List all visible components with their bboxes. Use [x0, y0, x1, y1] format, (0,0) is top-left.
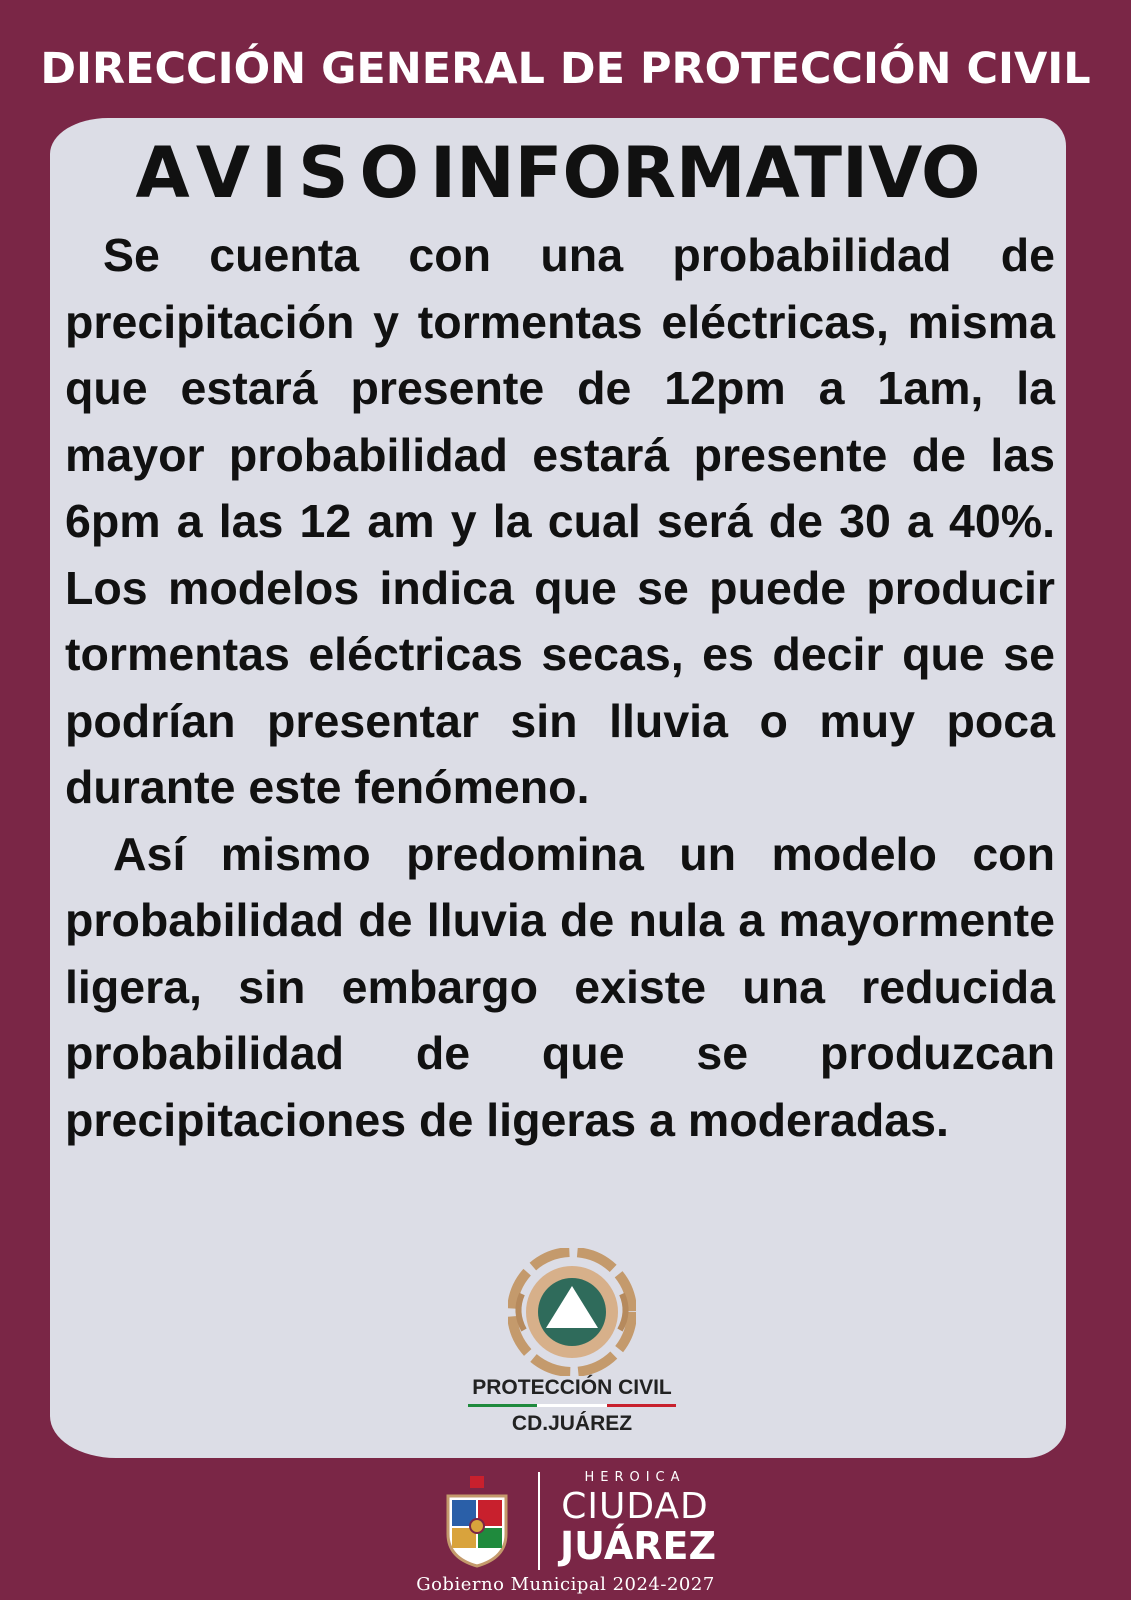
footer: [0, 1466, 1131, 1600]
notice-paragraph-2: Así mismo predomina un modelo con probabilidad de lluvia de nula a mayormente ligera, sin embargo existe una reducida probabilidad de que se produzcan precipitaciones de ligeras a moderadas.: [65, 827, 1055, 1146]
notice-paragraph-1: Se cuenta con una probabilidad de precipitación y tormentas eléctricas, misma que estará presente de 12pm a 1am, la mayor probabilidad estará presente de las 6pm a las 12 am y la cual será de 30 a 40%. Los modelos indica que se puede producir tormentas eléctricas secas, es decir que se podrían presentar sin lluvia o muy poca durante este fenómeno.: [65, 229, 1055, 813]
juarez-label: JUÁREZ: [560, 1524, 717, 1568]
notice-title: [50, 132, 1066, 214]
gobierno-label: Gobierno Municipal 2024-2027: [416, 1574, 715, 1595]
notice-title-word-2: INFORMATIVO: [430, 132, 981, 214]
ciudad-label: CIUDAD: [561, 1486, 709, 1527]
proteccion-civil-logo: [460, 1248, 684, 1444]
notice-title-word-1: AVISO: [135, 132, 431, 214]
heroica-label: HEROICA: [584, 1470, 686, 1485]
civil-protection-triangle-icon: [508, 1248, 636, 1376]
coat-of-arms-icon: [440, 1474, 514, 1570]
notice-body: [65, 222, 1055, 1153]
footer-divider: [538, 1472, 540, 1570]
proteccion-civil-name: PROTECCIÓN CIVIL: [472, 1376, 672, 1399]
proteccion-civil-city: CD.JUÁREZ: [511, 1412, 633, 1435]
flag-stripe: [468, 1404, 676, 1407]
header-title: DIRECCIÓN GENERAL DE PROTECCIÓN CIVIL: [40, 44, 1091, 94]
